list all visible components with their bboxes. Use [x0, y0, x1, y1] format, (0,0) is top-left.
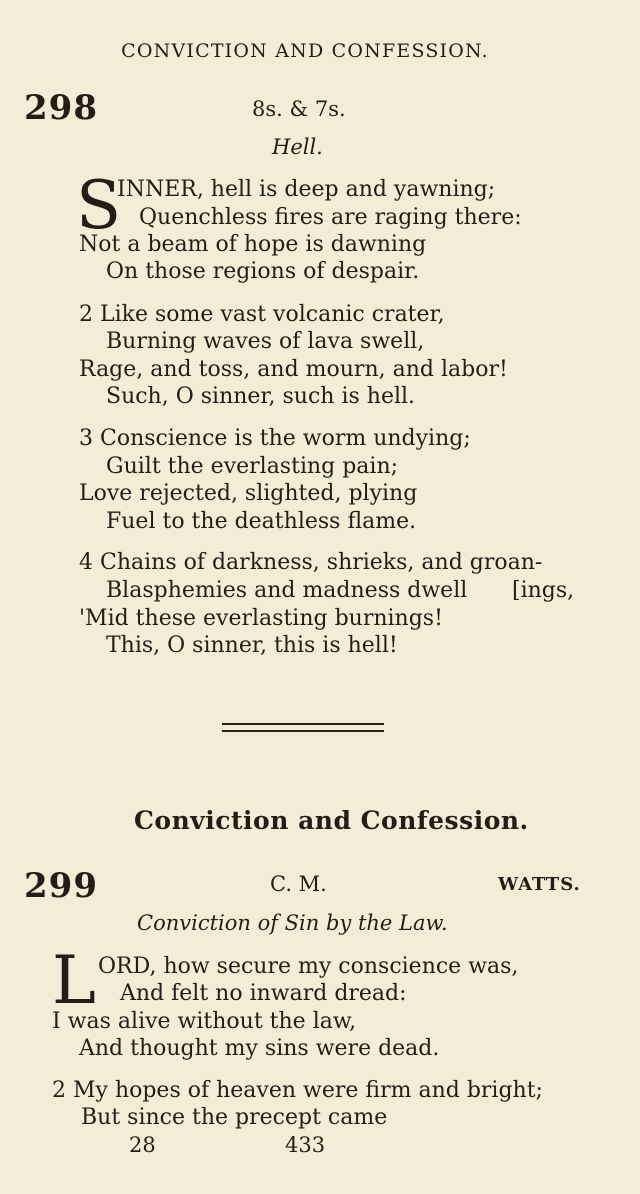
hymn-299-subject: Conviction of Sin by the Law.: [137, 911, 448, 935]
hymn-299-line: 2 My hopes of heaven were firm and bright;: [52, 1078, 543, 1103]
hymn-299-meter: C. M.: [270, 872, 327, 896]
hymn-298-line: Quenchless fires are raging there:: [139, 205, 522, 230]
hymn-298-line: 4 Chains of darkness, shrieks, and groan-: [79, 550, 543, 575]
hymn-298-line: Burning waves of lava swell,: [106, 329, 425, 354]
hymn-298-line: On those regions of despair.: [106, 259, 420, 284]
signature-mark: 28: [129, 1133, 156, 1157]
running-head: CONVICTION AND CONFESSION.: [121, 40, 489, 62]
hymn-299-line: And thought my sins were dead.: [79, 1036, 440, 1061]
hymn-298-meter: 8s. & 7s.: [252, 97, 346, 121]
hymn-298-line: Not a beam of hope is dawning: [79, 232, 427, 257]
hymn-298-subject: Hell.: [272, 135, 323, 159]
hymn-298-line: [ings,: [512, 578, 575, 603]
hymn-299-line: I was alive without the law,: [52, 1009, 357, 1034]
hymn-298-line: 2 Like some vast volcanic crater,: [79, 302, 445, 327]
hymn-299-number: 299: [24, 866, 98, 906]
hymn-298-line: Blasphemies and madness dwell: [106, 578, 468, 603]
hymn-298-drop-cap: S: [76, 167, 122, 244]
hymn-298-line: This, O sinner, this is hell!: [106, 633, 398, 658]
section-heading: Conviction and Confession.: [134, 806, 529, 835]
hymn-298-line: INNER, hell is deep and yawning;: [117, 177, 496, 202]
hymn-298-line: 3 Conscience is the worm undying;: [79, 426, 471, 451]
separator-rule-top: [222, 723, 384, 725]
hymn-299-line: And felt no inward dread:: [120, 981, 407, 1006]
hymn-298-line: Such, O sinner, such is hell.: [106, 384, 416, 409]
hymn-298-number: 298: [24, 88, 98, 128]
hymn-299-line: ORD, how secure my conscience was,: [98, 954, 519, 979]
hymn-299-line: But since the precept came: [81, 1105, 388, 1130]
hymn-299-author: WATTS.: [498, 874, 581, 895]
hymn-298-line: Fuel to the deathless flame.: [106, 509, 417, 534]
hymn-298-line: Guilt the everlasting pain;: [106, 454, 399, 479]
hymn-299-drop-cap: L: [52, 942, 96, 1019]
hymn-298-line: Love rejected, slighted, plying: [79, 481, 418, 506]
hymn-298-line: 'Mid these everlasting burnings!: [79, 606, 443, 631]
separator-rule-bottom: [222, 730, 384, 732]
page-number: 433: [285, 1133, 326, 1157]
hymn-298-line: Rage, and toss, and mourn, and labor!: [79, 357, 508, 382]
